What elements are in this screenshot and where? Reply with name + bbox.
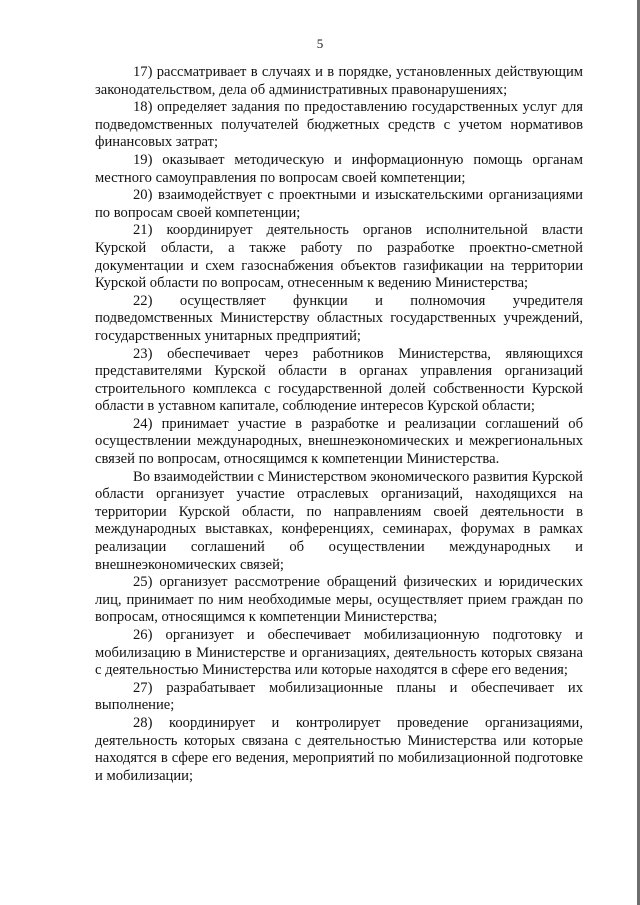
- paragraph-item-26: 26) организует и обеспечивает мобилизационную подготовку и мобилизацию в Министерстве и организациях, деятельность которых связана с деятельностью Министерства или которые находятся в сфере его ведения;: [95, 627, 583, 679]
- page-number: 5: [316, 36, 324, 51]
- paragraph-item-23: 23) обеспечивает через работников Министерства, являющихся представителями Курской области в органах управления организаций строительного комплекса с государственной долей собственности Курской области в уставном капитале, соблюдение интересов Курской области;: [95, 345, 583, 415]
- paragraph-item-27: 27) разрабатывает мобилизационные планы и обеспечивает их выполнение;: [95, 679, 583, 714]
- paragraph-item-24-continued: Во взаимодействии с Министерством экономического развития Курской области организует участие отраслевых организаций, находящихся на территории Курской области, по направлениям своей деятельности в международных выставках, конференциях, семинарах, форумах в рамках реализации соглашений об осуществлении международных и внешнеэкономических связей;: [95, 468, 583, 573]
- paragraph-item-17: 17) рассматривает в случаях и в порядке, установленных действующим законодательством, дела об административных правонарушениях;: [95, 64, 583, 98]
- paragraph-item-19: 19) оказывает методическую и информационную помощь органам местного самоуправления по вопросам своей компетенции;: [95, 151, 583, 186]
- paragraph-item-20: 20) взаимодействует с проектными и изыскательскими организациями по вопросам своей компетенции;: [95, 187, 583, 221]
- paragraph-item-25: 25) организует рассмотрение обращений физических и юридических лиц, принимает по ним необходимые меры, осуществляет прием граждан по вопросам, относящимся к компетенции Министерства;: [95, 574, 583, 626]
- paragraph-item-21: 21) координирует деятельность органов исполнительной власти Курской области, а также работу по разработке проектно-сметной документации и схем газоснабжения объектов газификации на территории Курской области по вопросам, отнесенным к ведению Министерства;: [95, 222, 583, 292]
- paragraph-item-28: 28) координирует и контролирует проведение организациями, деятельность которых связана с деятельностью Министерства или которые находятся в сфере его ведения, мероприятий по мобилизационной подготовке и мобилизации;: [95, 714, 583, 784]
- paragraph-item-24: 24) принимает участие в разработке и реализации соглашений об осуществлении международных, внешнеэкономических и межрегиональных связей по вопросам, относящимся к компетенции Министерства.: [95, 415, 583, 468]
- paragraph-item-22: 22) осуществляет функции и полномочия учредителя подведомственных Министерству областных государственных учреждений, государственных унитарных предприятий;: [95, 292, 583, 344]
- document-body: [95, 64, 583, 785]
- paragraph-item-18: 18) определяет задания по предоставлению государственных услуг для подведомственных получателей бюджетных средств с учетом нормативов финансовых затрат;: [95, 99, 583, 151]
